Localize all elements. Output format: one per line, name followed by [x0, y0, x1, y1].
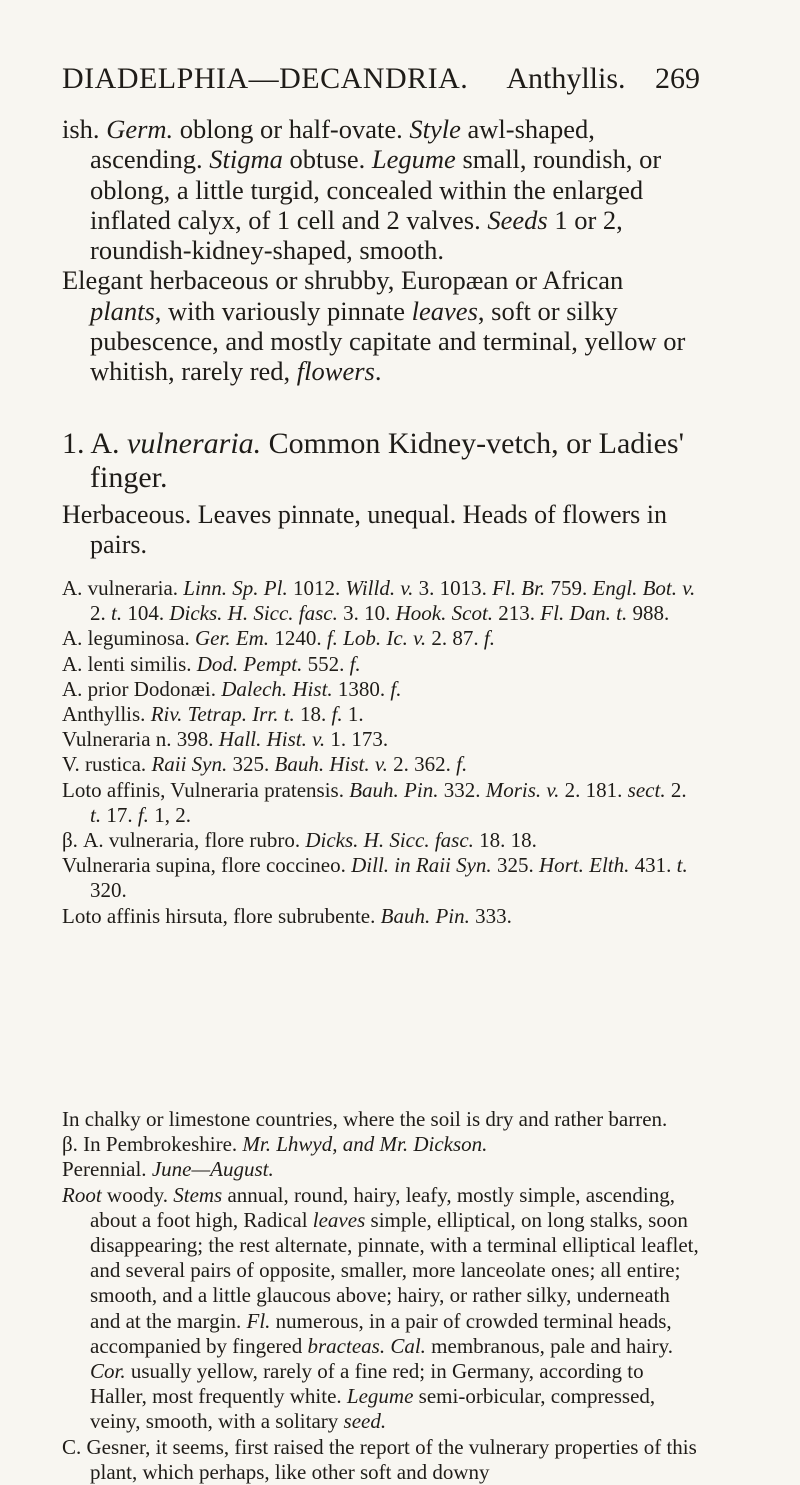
synonym-entry [62, 702, 700, 727]
text-run: 333. [469, 903, 512, 928]
text-run: Vulneraria supina, flore coccineo. [62, 853, 352, 878]
italic-run: t. [676, 853, 688, 878]
italic-run: Mr. Lhwyd, and Mr. Dickson. [242, 1132, 488, 1157]
term-legume: Legume [371, 144, 456, 175]
text-run: 3. 1013. [413, 576, 493, 600]
italic-run: bracteas. [307, 1333, 386, 1358]
species-diagnosis [62, 500, 700, 560]
italic-run: Hort. Elth. [538, 853, 630, 878]
text-run: 759. [545, 576, 593, 600]
text-run: numerous, in a pair of crowded terminal heads, accompanied by fingered [90, 1308, 672, 1358]
italic-run: Bauh. Hist. v. [274, 752, 388, 777]
text-run: A. leguminosa. [62, 626, 195, 651]
text-run: oblong or half-ovate. [173, 114, 410, 144]
genus-description [62, 114, 700, 387]
text-run: 552. [302, 651, 350, 676]
italic-run: Fl. Br. [492, 576, 546, 600]
text-run: 3. 10. [337, 601, 396, 626]
italic-run: f. [390, 676, 402, 701]
text-run: A. vulneraria. [62, 576, 184, 600]
common-name: Common Kidney-vetch, or Ladies' finger. [90, 427, 684, 494]
header-title: DIADELPHIA—DECANDRIA. [62, 62, 469, 95]
italic-run: Cal. [390, 1333, 426, 1358]
text-run: 17. [101, 802, 138, 827]
text-run: simple, elliptical, on long stalks, soon disappearing; the rest alternate, pinnate, with a terminal elliptical leaflet, and several pairs of opposite, smaller, more lanceolate ones; all entire; smooth, and a little glaucous above; hairy, or rather silky, underneath and at the margin. [90, 1207, 699, 1333]
italic-run: Bauh. Pin. [380, 903, 470, 928]
text-run: 1240. [269, 626, 327, 651]
synonym-entry [62, 778, 700, 828]
synonym-entry [62, 626, 700, 651]
synonym-entry [62, 828, 700, 853]
italic-run: seed. [343, 1409, 387, 1434]
text-run: obtuse. [282, 144, 372, 175]
synonym-entry [62, 652, 700, 677]
term-stigma: Stigma [209, 144, 283, 175]
description-paragraph [62, 1157, 700, 1182]
text-run: awl-shaped, ascending. [90, 114, 595, 175]
italic-run: Willd. v. [345, 576, 414, 600]
italic-run: t. [90, 802, 102, 827]
text-run: 1. [342, 702, 364, 727]
italic-run: Riv. Tetrap. Irr. t. [150, 702, 295, 727]
header-right [484, 62, 700, 96]
diagnosis-text: Herbaceous. Leaves pinnate, unequal. Heads of flowers in pairs. [62, 500, 667, 559]
page-number: 269 [655, 62, 700, 95]
text-run: membranous, pale and hairy. [425, 1333, 673, 1358]
synonym-entry [62, 576, 700, 626]
italic-run: sect. [627, 777, 666, 802]
text-run: 325. [491, 853, 539, 878]
italic-run: leaves [312, 1207, 366, 1232]
synonym-entry [62, 904, 700, 929]
italic-run: Dalech. Hist. [221, 676, 333, 701]
italic-run: Engl. Bot. v. [592, 576, 696, 600]
text-run: 1012. [287, 576, 346, 600]
text-run: A. prior Dodonæi. [62, 676, 222, 701]
italic-run: t. [111, 601, 123, 626]
text-run: β. In Pembrokeshire. [62, 1132, 243, 1157]
italic-run: Moris. v. [485, 777, 560, 802]
species-name: vulneraria. [127, 427, 262, 460]
text-run: 1, 2. [148, 802, 191, 827]
text-run: 320. [90, 878, 127, 903]
italic-run: June—August. [151, 1157, 274, 1182]
text-run: 1 or 2, roundish-kidney-shaped, smooth. [90, 204, 623, 266]
text-run: C. Gesner, it seems, first raised the report of the vulnerary properties of this plant, which perhaps, like other soft and downy [62, 1434, 697, 1484]
synonym-entry [62, 727, 700, 752]
text-run: small, roundish, or oblong, a little turgid, concealed within the enlarged inflated calyx, of 1 cell and 2 valves. [90, 144, 662, 235]
species-number: 1. A. [62, 427, 128, 460]
italic-run: Hook. Scot. [395, 601, 494, 626]
text-run: 2. [665, 777, 687, 802]
text-run: . [374, 356, 382, 387]
text-run: In chalky or limestone countries, where the soil is dry and rather barren. [62, 1107, 668, 1131]
description-paragraph [62, 1183, 700, 1435]
text-run: Vulneraria n. 398. [62, 727, 219, 752]
text-run: Perennial. [62, 1157, 152, 1182]
italic-run: Bauh. Pin. [349, 777, 439, 802]
species-heading-line [62, 427, 700, 495]
text-run: 2. [90, 601, 111, 626]
text-run: 1380. [332, 676, 391, 701]
italic-run: Dod. Pempt. [196, 651, 303, 676]
text-run: semi-orbicular, compressed, veiny, smooth, with a solitary [90, 1384, 656, 1434]
species-heading [62, 427, 700, 495]
text-run: woody. [101, 1182, 174, 1207]
text-run: β. A. vulneraria, flore rubro. [62, 828, 306, 853]
italic-run: Stems [173, 1182, 223, 1207]
italic-run: Legume [346, 1384, 414, 1409]
term-germ: Germ. [106, 114, 174, 144]
essential-character [62, 265, 700, 386]
italic-run: Linn. Sp. Pl. [183, 576, 288, 600]
description-paragraph [62, 1107, 700, 1132]
text-run: 988. [627, 601, 670, 626]
text-run: usually yellow, rarely of a fine red; in Germany, according to Haller, most frequently white. [90, 1359, 644, 1409]
synonym-entry [62, 677, 700, 702]
italic-run: Dill. in Raii Syn. [351, 853, 492, 878]
text-run: Loto affinis hirsuta, flore subrubente. [62, 903, 381, 928]
text-run: Elegant herbaceous or shrubby, Europæan or African [62, 265, 624, 296]
italic-run: Raii Syn. [151, 752, 228, 777]
text-run: 2. 181. [559, 777, 628, 802]
description-paragraph [62, 1132, 700, 1157]
synonym-entry [62, 853, 700, 903]
text-run: V. rustica. [62, 752, 152, 777]
italic-run: Fl. [246, 1308, 271, 1333]
text-run: 332. [438, 777, 486, 802]
text-run: 104. [122, 601, 170, 626]
term-flowers: flowers [296, 356, 375, 387]
italic-run: Lob. Ic. v. [343, 626, 427, 651]
italic-run: Cor. [90, 1359, 126, 1384]
text-run: Anthyllis. [62, 702, 151, 727]
term-plants: plants [90, 295, 155, 326]
term-leaves: leaves [411, 295, 478, 326]
italic-run: f. [349, 651, 361, 676]
text-run: Loto affinis, Vulneraria pratensis. [62, 777, 350, 802]
italic-run: Dicks. H. Sicc. fasc. [169, 601, 338, 626]
italic-run: Ger. Em. [194, 626, 270, 651]
italic-run: Hall. Hist. v. [218, 727, 326, 752]
text-run: ish. [62, 114, 107, 144]
synonym-list [62, 576, 700, 929]
italic-run: f. [331, 702, 343, 727]
text-run: , with variously pinnate [154, 295, 412, 326]
italic-run: Root [62, 1182, 102, 1207]
text-run: annual, round, hairy, leafy, mostly simple, ascending, about a foot high, Radical [90, 1182, 675, 1232]
italic-run: f. [326, 626, 338, 651]
description-paragraph [62, 1435, 700, 1485]
header-genus: Anthyllis. [506, 62, 626, 95]
text-run: 18. [294, 702, 332, 727]
text-run: 18. 18. [473, 828, 537, 853]
term-style: Style [409, 114, 461, 144]
synonym-entry [62, 752, 700, 777]
text-run: 213. [493, 601, 541, 626]
term-seeds: Seeds [487, 204, 548, 235]
italic-run: Dicks. H. Sicc. fasc. [305, 828, 474, 853]
species-description [62, 1107, 700, 1485]
text-run: 2. 362. [387, 752, 457, 777]
italic-run: f. [456, 752, 468, 777]
text-run: 325. [227, 752, 275, 777]
text-run: A. lenti similis. [62, 651, 197, 676]
running-header [62, 62, 700, 106]
text-run: 2. 87. [426, 626, 484, 651]
text-run: 1. 173. [325, 727, 389, 752]
italic-run: f. [137, 802, 149, 827]
text-run: 431. [629, 853, 677, 878]
italic-run: Fl. Dan. t. [540, 601, 628, 626]
generic-character [62, 114, 700, 265]
italic-run: f. [483, 626, 496, 651]
text-run: , soft or silky pubescence, and mostly capitate and terminal, yellow or whitish, rarely red, [90, 295, 686, 387]
